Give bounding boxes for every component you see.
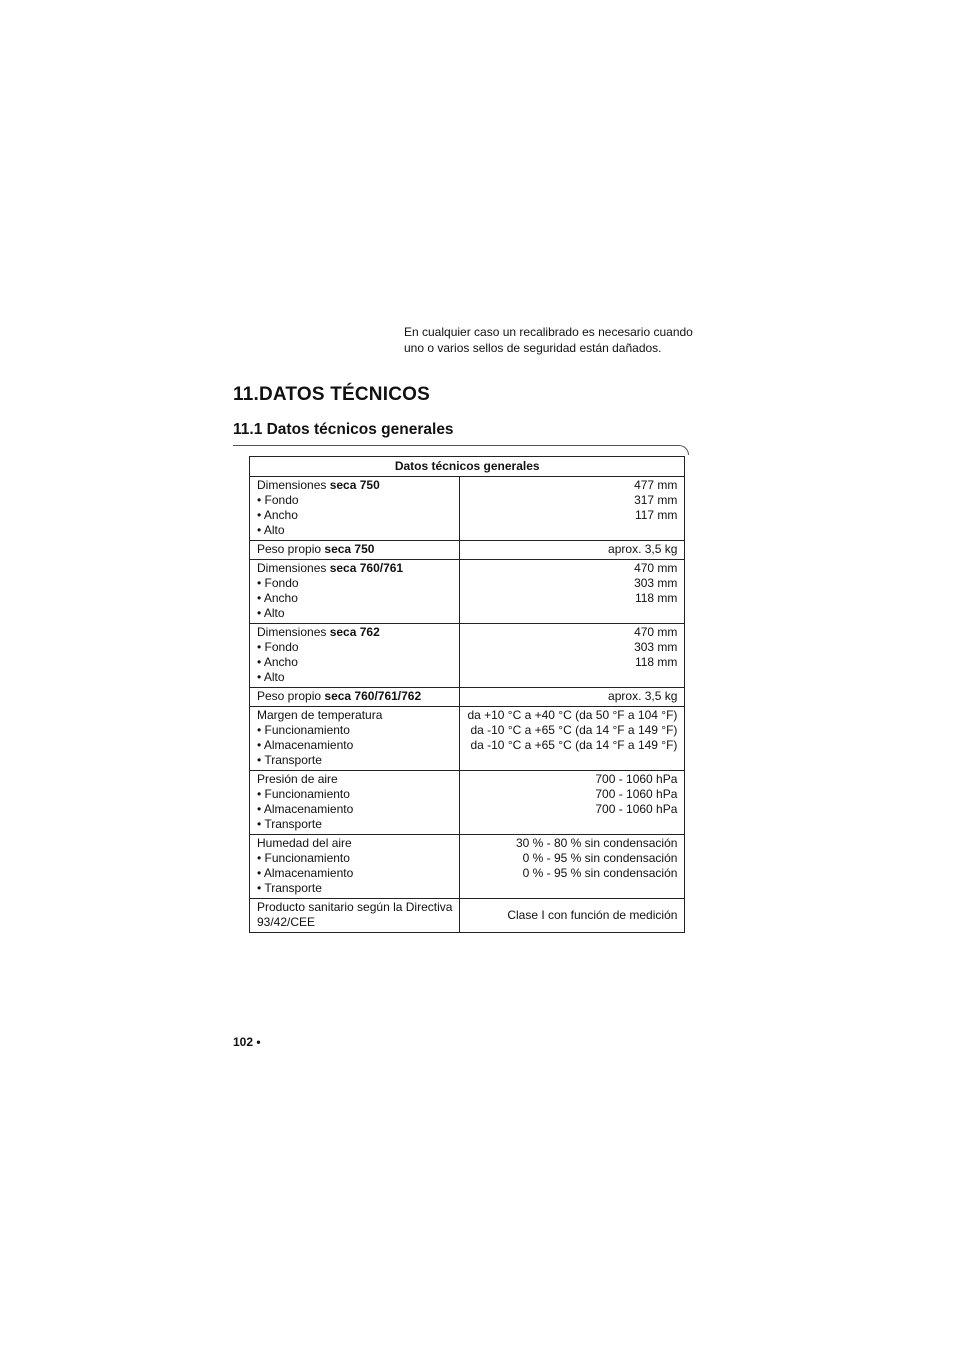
value: 470 mm [634, 561, 678, 575]
row-value-cell [460, 835, 685, 899]
section-divider-end [678, 445, 689, 455]
row-label-cell [250, 477, 460, 541]
table-header: Datos técnicos generales [250, 457, 685, 477]
value: aprox. 3,5 kg [608, 689, 678, 703]
value: 700 - 1060 hPa [595, 802, 678, 816]
label-model: seca 760/761 [329, 561, 404, 575]
value: 303 mm [634, 576, 678, 590]
row-label-cell [250, 624, 460, 688]
row-label-cell [250, 707, 460, 771]
row-value-cell [460, 541, 685, 560]
list-item: • Funcionamiento [257, 723, 350, 737]
value: 477 mm [634, 478, 678, 492]
list-item: • Almacenamiento [257, 866, 354, 880]
label-model: seca 762 [329, 625, 380, 639]
row-label: Producto sanitario según la Directiva [257, 900, 453, 914]
row-label: Margen de temperatura [257, 708, 383, 722]
value: 0 % - 95 % sin condensación [522, 866, 678, 880]
value: 470 mm [634, 625, 678, 639]
label-prefix: Dimensiones [257, 625, 330, 639]
section-title: 11.DATOS TÉCNICOS [233, 384, 430, 405]
row-label-cell [250, 560, 460, 624]
row-value-cell [460, 477, 685, 541]
row-label-cell [250, 771, 460, 835]
table-row [250, 899, 685, 933]
label-prefix: Peso propio [257, 689, 325, 703]
list-item: • Transporte [257, 817, 322, 831]
list-item: • Almacenamiento [257, 802, 354, 816]
label-prefix: Dimensiones [257, 478, 330, 492]
row-label-cell [250, 688, 460, 707]
subsection-title: 11.1 Datos técnicos generales [233, 421, 454, 438]
list-item: • Fondo [257, 640, 299, 654]
value: da +10 °C a +40 °C (da 50 °F a 104 °F) [467, 708, 678, 722]
value: 700 - 1060 hPa [595, 772, 678, 786]
label-model: seca 750 [329, 478, 380, 492]
table-row [250, 707, 685, 771]
list-item: • Ancho [257, 591, 298, 605]
list-item: • Fondo [257, 576, 299, 590]
row-value-cell [460, 707, 685, 771]
row-label: Humedad del aire [257, 836, 352, 850]
value: da -10 °C a +65 °C (da 14 °F a 149 °F) [470, 738, 678, 752]
list-item: • Ancho [257, 655, 298, 669]
technical-data-table [249, 456, 685, 933]
row-value-cell [460, 688, 685, 707]
label-prefix: Peso propio [257, 542, 325, 556]
row-value-cell [460, 771, 685, 835]
table-row [250, 688, 685, 707]
value: 118 mm [634, 591, 678, 605]
section-divider [233, 445, 679, 446]
intro-paragraph [404, 325, 704, 356]
list-item: • Alto [257, 670, 285, 684]
row-label-cell [250, 899, 460, 933]
row-label: 93/42/CEE [257, 915, 316, 929]
value: 30 % - 80 % sin condensación [515, 836, 678, 850]
table-row [250, 477, 685, 541]
list-item: • Transporte [257, 881, 322, 895]
table-row [250, 560, 685, 624]
table-row [250, 624, 685, 688]
row-label-cell [250, 835, 460, 899]
table-row [250, 835, 685, 899]
value: 700 - 1060 hPa [595, 787, 678, 801]
list-item: • Fondo [257, 493, 299, 507]
label-model: seca 750 [324, 542, 375, 556]
row-value-cell [460, 560, 685, 624]
label-prefix: Dimensiones [257, 561, 330, 575]
row-value-cell [460, 624, 685, 688]
list-item: • Alto [257, 606, 285, 620]
list-item: • Alto [257, 523, 285, 537]
list-item: • Funcionamiento [257, 851, 350, 865]
row-label: Presión de aire [257, 772, 338, 786]
table-header-row [250, 457, 685, 477]
value: aprox. 3,5 kg [608, 542, 678, 556]
intro-line-1: En cualquier caso un recalibrado es necesario cuando [404, 325, 693, 339]
row-value-cell [460, 899, 685, 933]
row-label-cell [250, 541, 460, 560]
value: 118 mm [634, 655, 678, 669]
label-model: seca 760/761/762 [324, 689, 422, 703]
list-item: • Funcionamiento [257, 787, 350, 801]
table-row [250, 771, 685, 835]
intro-line-2: uno o varios sellos de seguridad están dañados. [404, 340, 662, 355]
table-row [250, 541, 685, 560]
value: da -10 °C a +65 °C (da 14 °F a 149 °F) [470, 723, 678, 737]
list-item: • Almacenamiento [257, 738, 354, 752]
value: 117 mm [634, 508, 678, 522]
value: 0 % - 95 % sin condensación [522, 851, 678, 865]
list-item: • Transporte [257, 753, 322, 767]
list-item: • Ancho [257, 508, 298, 522]
page-number: 102 • [233, 1035, 261, 1049]
value: 317 mm [634, 493, 678, 507]
value: 303 mm [634, 640, 678, 654]
value: Clase I con función de medición [507, 907, 678, 922]
